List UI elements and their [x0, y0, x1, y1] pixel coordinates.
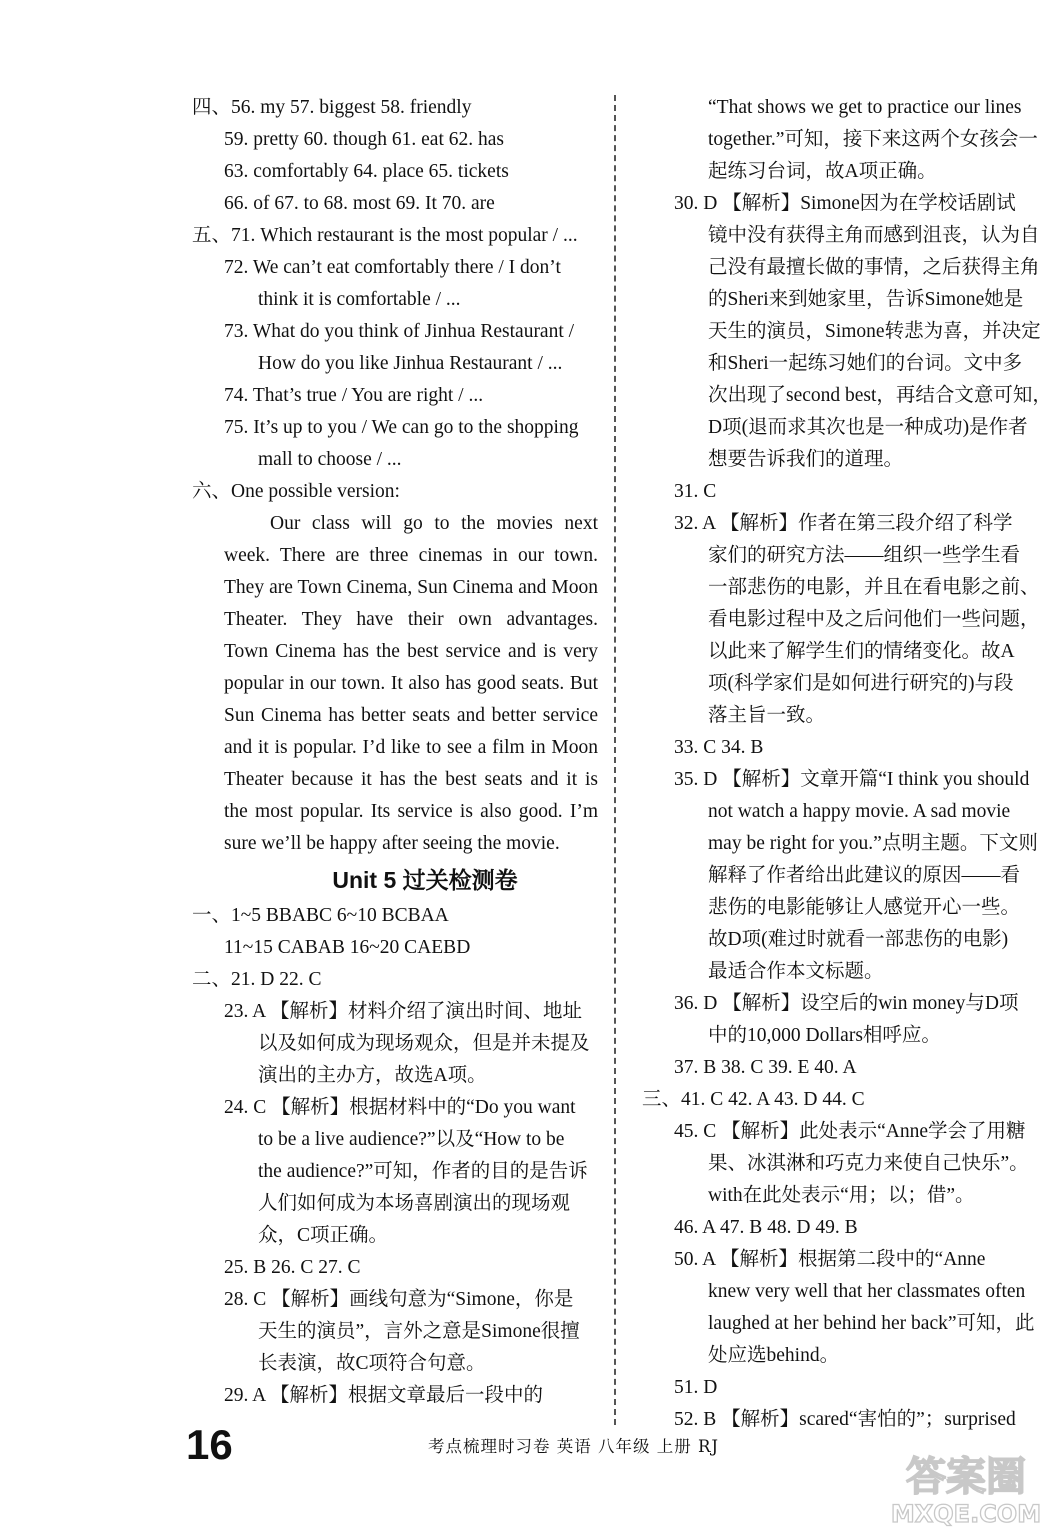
answer-line: 73. What do you think of Jinhua Restaurant / [224, 321, 575, 342]
answer-line: 32. A 【解析】作者在第三段介绍了科学 [674, 513, 1013, 534]
watermark-logo [880, 1448, 1052, 1528]
answer-line: 一、1~5 BBABC 6~10 BCBAA [192, 905, 449, 926]
answer-line: Town Cinema has the best service and is very [224, 641, 598, 662]
answer-line: 次出现了second best，再结合文意可知， [708, 385, 1052, 406]
answer-line: 28. C 【解析】画线句意为“Simone，你是 [224, 1289, 574, 1310]
answer-line: together.”可知，接下来这两个女孩会一 [708, 129, 1038, 150]
watermark-text-url: MXQE.COM [890, 1500, 1042, 1528]
answer-line: 以及如何成为现场观众，但是并未提及 [258, 1033, 590, 1054]
answer-line: 36. D 【解析】设空后的win money与D项 [674, 993, 1019, 1014]
answer-line: 51. D [674, 1377, 718, 1398]
answer-line: 项(科学家们是如何进行研究的)与段 [708, 673, 1014, 694]
answer-line: “That shows we get to practice our lines [708, 97, 1022, 118]
answer-line: 的Sheri来到她家里，告诉Simone她是 [708, 289, 1024, 310]
answer-line: 人们如何成为本场喜剧演出的现场观 [258, 1193, 571, 1214]
answer-line: 66. of 67. to 68. most 69. It 70. are [224, 193, 495, 214]
answer-line: think it is comfortable / ... [258, 289, 461, 310]
answer-line: 11~15 CABAB 16~20 CAEBD [224, 937, 471, 958]
answer-line: laughed at her behind her back”可知，此 [708, 1313, 1035, 1334]
answer-line: 63. comfortably 64. place 65. tickets [224, 161, 509, 182]
answer-line: How do you like Jinhua Restaurant / ... [258, 353, 563, 374]
answer-line: 落主旨一致。 [708, 705, 826, 726]
answer-line: 故D项(难过时就看一部悲伤的电影) [708, 929, 1009, 950]
answer-line: 三、41. C 42. A 43. D 44. C [642, 1089, 865, 1110]
answer-line: 24. C 【解析】根据材料中的“Do you want [224, 1097, 576, 1118]
answer-line: 33. C 34. B [674, 737, 764, 758]
answer-line: 己没有最擅长做的事情，之后获得主角 [708, 257, 1040, 278]
answer-line: 天生的演员，Simone转悲为喜，并决定 [708, 321, 1041, 342]
footer-book-info: 考点梳理时习卷 英语 八年级 上册 RJ [428, 1437, 720, 1456]
answer-line: 45. C 【解析】此处表示“Anne学会了用糖 [674, 1121, 1026, 1142]
answer-line: They are Town Cinema, Sun Cinema and Moon [224, 577, 598, 598]
answer-line: 五、71. Which restaurant is the most popular / ... [192, 225, 578, 246]
answer-line: not watch a happy movie. A sad movie [708, 801, 1011, 822]
answer-line: 50. A 【解析】根据第二段中的“Anne [674, 1249, 986, 1270]
answer-line: 四、56. my 57. biggest 58. friendly [192, 97, 472, 118]
answer-line: Our class will go to the movies next [270, 513, 598, 534]
answer-line: 二、21. D 22. C [192, 969, 322, 990]
answer-line: 30. D 【解析】Simone因为在学校话剧试 [674, 193, 1016, 214]
answer-line: 起练习台词，故A项正确。 [708, 161, 937, 182]
answer-line: 以此来了解学生们的情绪变化。故A [708, 641, 1015, 662]
answer-line: 六、One possible version: [192, 481, 400, 502]
answer-line: 29. A 【解析】根据文章最后一段中的 [224, 1385, 544, 1406]
answer-line: knew very well that her classmates often [708, 1281, 1026, 1302]
answer-line: 37. B 38. C 39. E 40. A [674, 1057, 857, 1078]
left-column [192, 92, 598, 1412]
answer-line: popular in our town. It also has good seats. But [224, 673, 598, 694]
answer-line: 23. A 【解析】材料介绍了演出时间、地址 [224, 1001, 583, 1022]
answer-line: Theater. They have their own advantages. [224, 609, 598, 630]
answer-line: the most popular. Its service is also good. I’m [224, 801, 598, 822]
answer-line: 看电影过程中及之后问他们一些问题， [708, 609, 1040, 630]
page-number: 16 [186, 1421, 233, 1468]
answer-line: 处应选behind。 [708, 1345, 840, 1366]
answer-line: 镜中没有获得主角而感到沮丧，认为自 [708, 225, 1040, 246]
answer-line: 75. It’s up to you / We can go to the shopping [224, 417, 579, 438]
answer-line: 果、冰淇淋和巧克力来使自己快乐”。 [708, 1153, 1029, 1174]
answer-line: 46. A 47. B 48. D 49. B [674, 1217, 858, 1238]
answer-line: 家们的研究方法——组织一些学生看 [708, 545, 1021, 566]
answer-line: and it is popular. I’d like to see a film in Moon [224, 737, 598, 758]
answer-line: 演出的主办方，故选A项。 [258, 1065, 487, 1086]
answer-line: 悲伤的电影能够让人感觉开心一些。 [708, 897, 1021, 918]
answer-line: 解释了作者给出此建议的原因——看 [708, 865, 1021, 886]
answer-line: 想要告诉我们的道理。 [708, 449, 904, 470]
answer-line: Sun Cinema has better seats and better service [224, 705, 598, 726]
answer-line: 长表演，故C项符合句意。 [258, 1353, 486, 1374]
right-column [642, 92, 1052, 1436]
column-divider [614, 95, 616, 1425]
answer-line: week. There are three cinemas in our town. [224, 545, 598, 566]
answer-line: 众，C项正确。 [258, 1225, 389, 1246]
watermark-text-cn: 答案圈 [906, 1454, 1026, 1500]
answer-line: 52. B 【解析】scared“害怕的”；surprised [674, 1409, 1016, 1430]
answer-line: may be right for you.”点明主题。下文则 [708, 833, 1038, 854]
answer-line: 72. We can’t eat comfortably there / I don’t [224, 257, 561, 278]
answer-line: D项(退而求其次也是一种成功)是作者 [708, 417, 1028, 438]
answer-line: 31. C [674, 481, 717, 502]
answer-line: Theater because it has the best seats and it is [224, 769, 598, 790]
answer-line: 中的10,000 Dollars相呼应。 [708, 1025, 941, 1046]
answer-line: 74. That’s true / You are right / ... [224, 385, 484, 406]
answer-line: sure we’ll be happy after seeing the movie. [224, 833, 560, 854]
answer-line: mall to choose / ... [258, 449, 402, 470]
answer-line: to be a live audience?”以及“How to be [258, 1129, 565, 1150]
answer-line: 和Sheri一起练习她们的台词。文中多 [708, 353, 1023, 374]
answer-line: 25. B 26. C 27. C [224, 1257, 361, 1278]
answer-line: 59. pretty 60. though 61. eat 62. has [224, 129, 504, 150]
unit-title: Unit 5 过关检测卷 [332, 867, 518, 893]
answer-line: 一部悲伤的电影，并且在看电影之前、 [708, 577, 1040, 598]
answer-line: 35. D 【解析】文章开篇“I think you should [674, 769, 1030, 790]
answer-line: 最适合作本文标题。 [708, 961, 884, 982]
answer-line: 天生的演员”，言外之意是Simone很擅 [258, 1321, 580, 1342]
answer-line: the audience?”可知，作者的目的是告诉 [258, 1161, 588, 1182]
answer-line: with在此处表示“用；以；借”。 [708, 1185, 975, 1206]
